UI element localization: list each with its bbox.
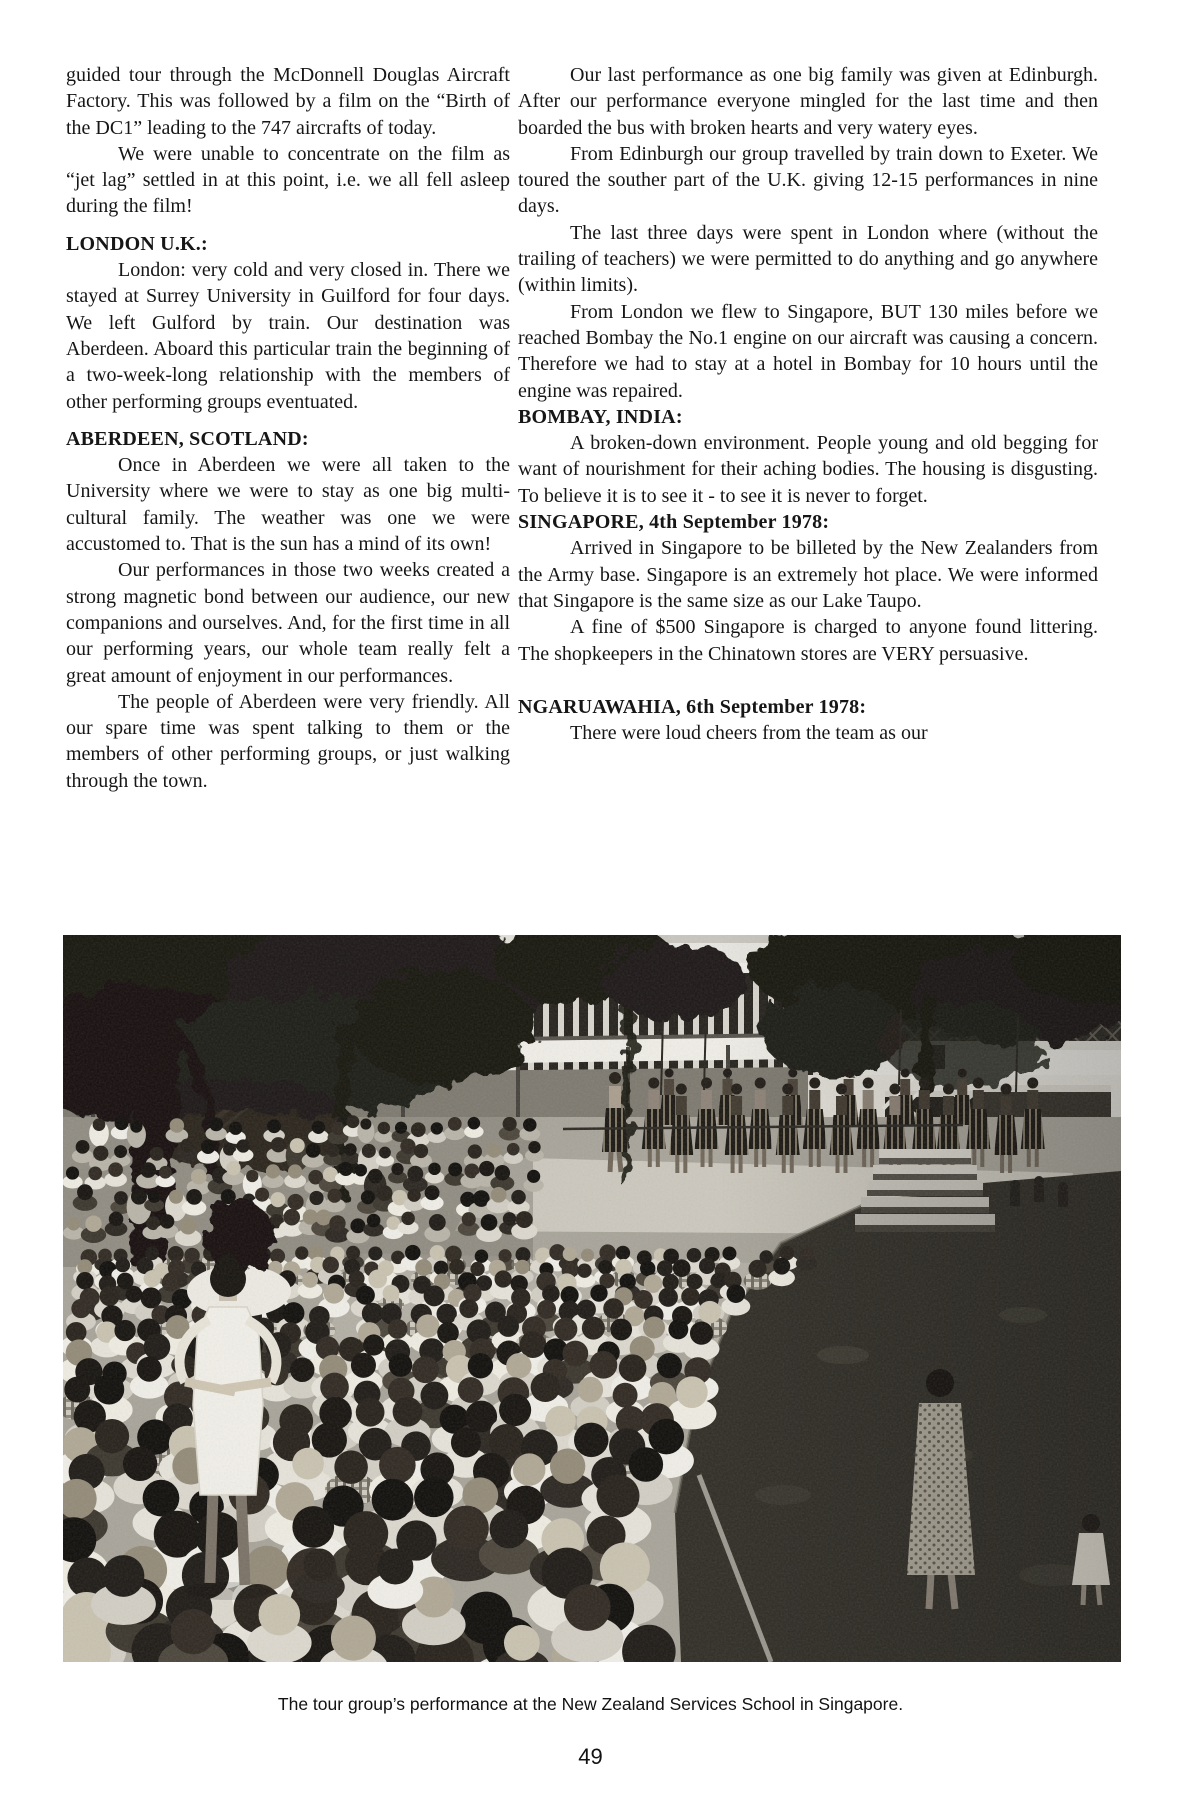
section-heading: LONDON U.K.:: [66, 232, 208, 255]
body-paragraph: Our performances in those two weeks created a strong magnetic bond between our audience, our new companions and ourselves. And, for the first time in all our performing years, our whole team really felt a great amount of enjoyment in our performances.: [66, 559, 510, 687]
article-text: [66, 62, 1098, 794]
column-right: [518, 62, 1098, 794]
body-paragraph: From Edinburgh our group travelled by train down to Exeter. We toured the souther part of the U.K. giving 12-15 performances in nine days.: [518, 142, 1098, 218]
body-paragraph: Arrived in Singapore to be billeted by the New Zealanders from the Army base. Singapore is an extremely hot place. We were informed that Singapore is the same size as our Lake Taupo.: [518, 537, 1098, 612]
body-paragraph: There were loud cheers from the team as our: [570, 722, 928, 745]
column-left: [66, 62, 510, 794]
body-paragraph: Once in Aberdeen we were all taken to the University where we were to stay as one big multi-cultural family. The weather was one we were accustomed to. That is the sun has a mind of its own!: [66, 454, 510, 556]
film-grain: [63, 935, 1121, 1662]
body-paragraph: From London we flew to Singapore, BUT 130 miles before we reached Bombay the No.1 engine on our aircraft was causing a concern. Therefore we had to stay at a hotel in Bombay for 10 hours until the engine was repaired.: [518, 300, 1098, 402]
body-paragraph: A fine of $500 Singapore is charged to anyone found littering. The shopkeepers in the Chinatown stores are VERY persuasive.: [518, 616, 1098, 665]
section-heading: NGARUAWAHIA, 6th September 1978:: [518, 695, 867, 718]
section-heading: BOMBAY, INDIA:: [518, 405, 683, 428]
section-heading: ABERDEEN, SCOTLAND:: [66, 427, 309, 450]
body-paragraph: London: very cold and very closed in. There we stayed at Surrey University in Guilford for four days. We left Gulford by train. Our destination was Aberdeen. Aboard this particular train the beginning of a two-week-long relationship with the members of other performing groups eventuated.: [66, 259, 510, 413]
section-heading: SINGAPORE, 4th September 1978:: [518, 511, 830, 534]
body-paragraph: A broken-down environment. People young and old begging for want of nourishment for their aching bodies. The housing is disgusting. To believe it is to see it - to see it is never to forget.: [518, 432, 1098, 507]
body-paragraph: Our last performance as one big family was given at Edinburgh. After our performance everyone mingled for the last time and then boarded the bus with broken hearts and very watery eyes.: [518, 64, 1098, 139]
body-paragraph: The people of Aberdeen were very friendly. All our spare time was spent talking to them or the members of other performing groups, or just walking through the town.: [66, 690, 510, 792]
body-paragraph: We were unable to concentrate on the film as “jet lag” settled in at this point, i.e. we all fell asleep during the film!: [66, 142, 510, 218]
photograph: [63, 935, 1121, 1662]
body-paragraph: guided tour through the McDonnell Douglas Aircraft Factory. This was followed by a film on the “Birth of the DC1” leading to the 747 aircrafts of today.: [66, 64, 510, 139]
body-paragraph: The last three days were spent in London where (without the trailing of teachers) we were permitted to do anything and go anywhere (within limits).: [518, 221, 1098, 297]
page-number: 49: [578, 1744, 603, 1769]
photo-illustration: [63, 935, 1121, 1662]
photo-caption: The tour group’s performance at the New Zealand Services School in Singapore.: [277, 1694, 904, 1714]
